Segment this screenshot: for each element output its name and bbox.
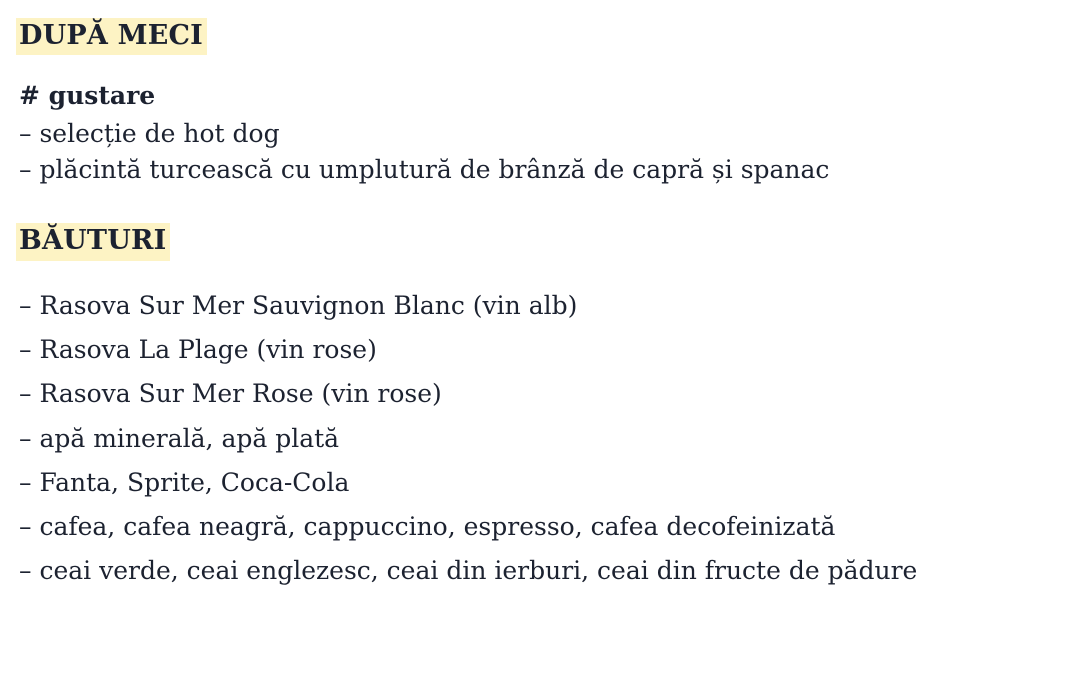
- list-item: – plăcintă turcească cu umplutură de brânză de capră și spanac: [19, 155, 830, 185]
- section-after-match: [16, 18, 1089, 55]
- list-item: – Fanta, Sprite, Coca-Cola: [19, 467, 350, 497]
- list-item: – Rasova Sur Mer Rose (vin rose): [19, 379, 442, 409]
- list-item: – cafea, cafea neagră, cappuccino, espresso, cafea decofeinizată: [19, 512, 836, 542]
- heading-bauturi: BĂUTURI: [16, 223, 170, 260]
- section-drinks: [16, 223, 1089, 260]
- section-divider-space: [16, 189, 1089, 223]
- list-item: – apă minerală, apă plată: [19, 423, 340, 453]
- list-item: – ceai verde, ceai englezesc, ceai din ierburi, ceai din fructe de pădure: [19, 556, 918, 586]
- list-item: – Rasova Sur Mer Sauvignon Blanc (vin alb): [19, 290, 578, 320]
- list-item: – Rasova La Plage (vin rose): [19, 335, 377, 365]
- subheading-gustare: # gustare: [19, 81, 156, 111]
- drinks-heading-space: [16, 265, 1089, 289]
- list-item: – selecție de hot dog: [19, 119, 280, 149]
- heading-dupa-meci: DUPĂ MECI: [16, 18, 207, 55]
